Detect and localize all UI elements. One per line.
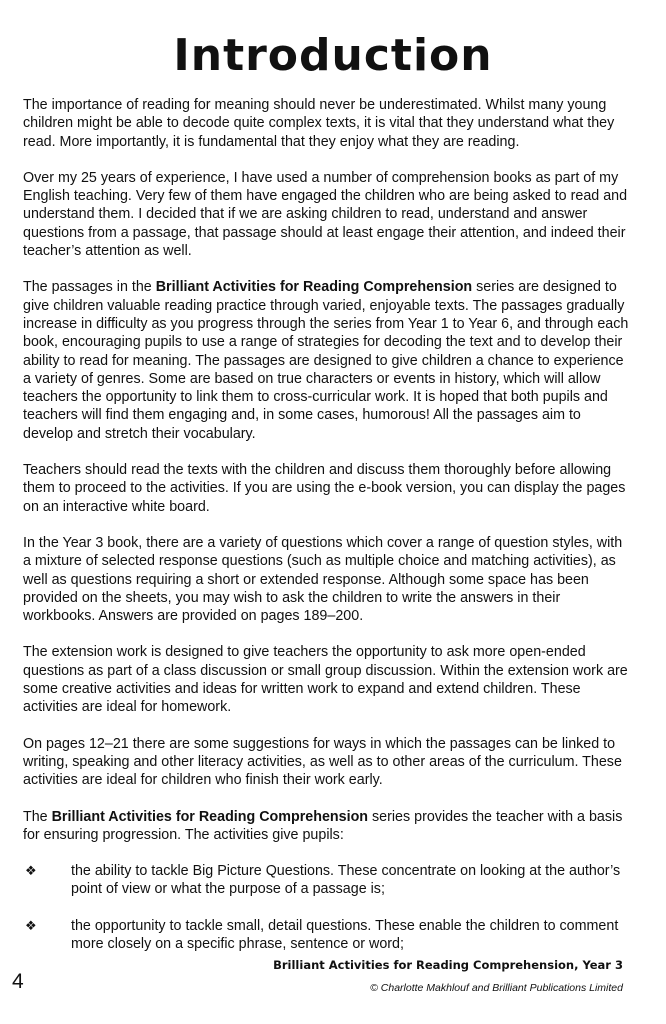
footer-book-title: Brilliant Activities for Reading Comprehension, Year 3 [273, 958, 623, 972]
paragraph-4: Teachers should read the texts with the children and discuss them thoroughly before allowing them to proceed to the activities. If you are using the e-book version, you can display the pages on an interactive white board. [23, 462, 626, 515]
bullet-text: the ability to tackle Big Picture Questions. These concentrate on looking at the author’s point of view or what the purpose of a passage is; [71, 863, 621, 898]
paragraph-6: The extension work is designed to give teachers the opportunity to ask more open-ended questions as part of a class discussion or small group discussion. Within the extension work are some creative activities and ideas for written work to expand and extend children. These activities are ideal for homework. [23, 644, 628, 716]
bullet-text: the opportunity to tackle small, detail questions. These enable the children to comment more closely on a specific phrase, sentence or word; [71, 917, 619, 952]
diamond-bullet-icon: ❖ [25, 863, 37, 879]
paragraph-5: In the Year 3 book, there are a variety of questions which cover a range of question styles, with a mixture of selected response questions (such as multiple choice and matching activities), as well as questions requiring a short or extended response. Although some space has been provided on the sheets, you may wish to ask the children to write the answers in their workbooks. Answers are provided on pages 189–200. [23, 534, 623, 625]
page-number: 4 [12, 970, 24, 993]
paragraph-3 [23, 278, 633, 443]
paragraph-1: The importance of reading for meaning should never be underestimated. Whilst many young children might be able to decode quite complex texts, it is vital that they understand what they read. More importantly, it is fundamental that they enjoy what they are reading. [23, 97, 615, 150]
series-name-bold: Brilliant Activities for Reading Comprehension [51, 808, 369, 825]
paragraph-8 [23, 808, 633, 845]
diamond-bullet-icon: ❖ [25, 917, 37, 933]
paragraph-7: On pages 12–21 there are some suggestions for ways in which the passages can be linked to writing, speaking and other literacy activities, as well as to other areas of the curriculum. These activities are ideal for children who finish their work early. [23, 735, 622, 789]
bullet-item [23, 917, 633, 954]
paragraph-2: Over my 25 years of experience, I have used a number of comprehension books as part of my English teaching. Very few of them have engaged the children who are being asked to read and understand them. I decided that if we are asking children to read, understand and answer questions from a passage, that passage should at least engage their attention, and indeed their teacher’s attention as well. [23, 169, 628, 260]
page-title: Introduction [173, 30, 493, 81]
paragraph-3-pre: The passages in the [23, 279, 156, 296]
series-name-bold: Brilliant Activities for Reading Comprehension [155, 279, 473, 296]
paragraph-3-post: series are designed to give children valuable reading practice through varied, enjoyable texts. The passages gradually increase in difficulty as you progress through the series from Year 1 to Year 6, and through each book, encouraging pupils to use a range of strategies for decoding the text and to develop their ability to read for meaning. The passages are designed to give children a chance to experience a variety of genres. Some are based on true characters or events in history, which will allow teachers the opportunity to link them to cross-curricular work. It is hoped that both pupils and teachers will find them engaging and, in some cases, humorous! All the passages aim to develop and stretch their vocabulary. [23, 279, 629, 442]
footer-copyright: © Charlotte Makhlouf and Brilliant Publications Limited [370, 982, 623, 994]
bullet-item [23, 862, 633, 899]
paragraph-8-post: series provides the teacher with a basis for ensuring progression. The activities give pupils: [23, 808, 623, 843]
body-text [23, 96, 633, 971]
paragraph-8-pre: The [23, 808, 52, 825]
